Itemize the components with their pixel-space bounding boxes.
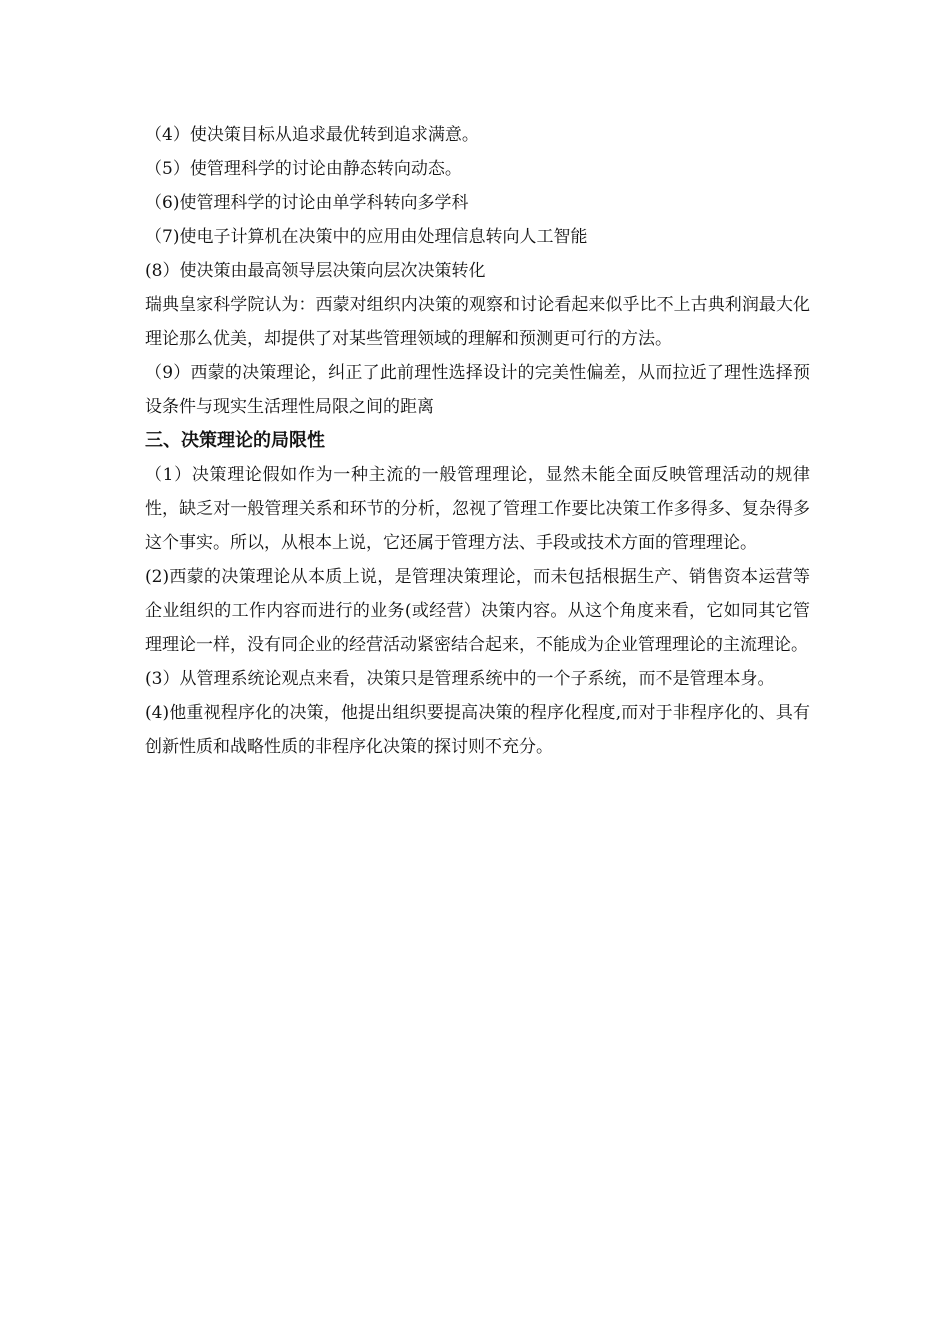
paragraph-limitation-4: (4)他重视程序化的决策，他提出组织要提高决策的程序化程度,而对于非程序化的、具有创新性质和战略性质的非程序化决策的探讨则不充分。 [145,703,810,757]
paragraph-limitation-2: (2)西蒙的决策理论从本质上说，是管理决策理论，而未包括根据生产、销售资本运营等企业组织的工作内容而进行的业务(或经营）决策内容。从这个角度来看，它如同其它管理理论一样，没有同企业的经营活动紧密结合起来，不能成为企业管理理论的主流理论。 [145,567,810,655]
paragraph-limitation-3: (3）从管理系统论观点来看，决策只是管理系统中的一个子系统，而不是管理本身。 [145,669,775,689]
paragraph-item-4: （4）使决策目标从追求最优转到追求满意。 [145,125,479,145]
document-page [145,118,810,764]
section-heading-limitations: 三、决策理论的局限性 [145,430,325,451]
paragraph-item-9: （9）西蒙的决策理论，纠正了此前理性选择设计的完美性偏差，从而拉近了理性选择预设条件与现实生活理性局限之间的距离 [145,363,810,417]
paragraph-item-5: （5）使管理科学的讨论由静态转向动态。 [145,159,462,179]
paragraph-academy-quote: 瑞典皇家科学院认为：西蒙对组织内决策的观察和讨论看起来似乎比不上古典利润最大化理论那么优美，却提供了对某些管理领域的理解和预测更可行的方法。 [145,295,810,349]
paragraph-item-8: (8）使决策由最高领导层决策向层次决策转化 [145,261,486,281]
paragraph-limitation-1: （1）决策理论假如作为一种主流的一般管理理论，显然未能全面反映管理活动的规律性，缺乏对一般管理关系和环节的分析，忽视了管理工作要比决策工作多得多、复杂得多这个事实。所以，从根本上说，它还属于管理方法、手段或技术方面的管理理论。 [145,465,810,553]
paragraph-item-6: （6)使管理科学的讨论由单学科转向多学科 [145,193,469,213]
paragraph-item-7: （7)使电子计算机在决策中的应用由处理信息转向人工智能 [145,227,588,247]
